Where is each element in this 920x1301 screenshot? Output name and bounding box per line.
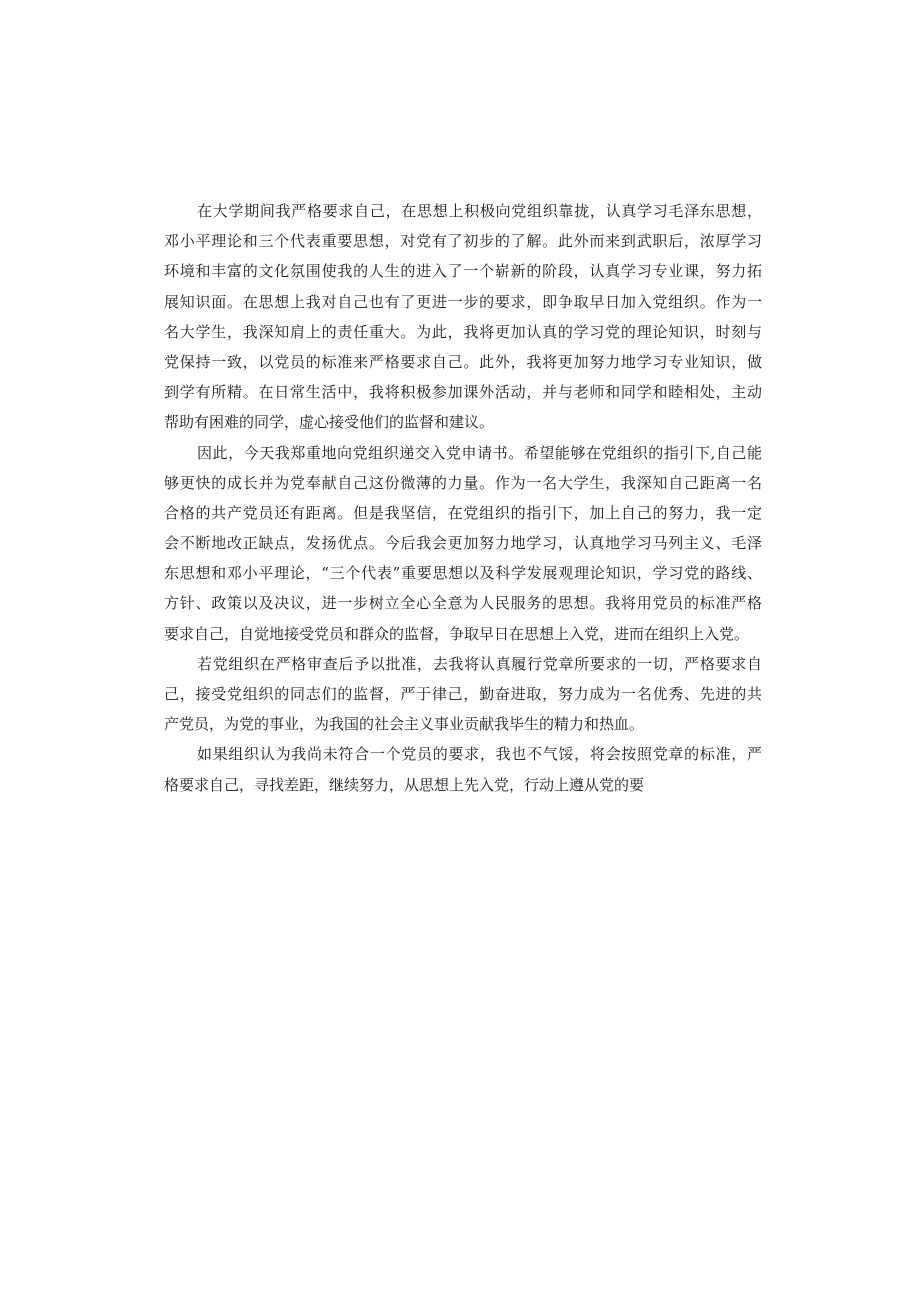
text-line: 己，接受党组织的同志们的监督，严于律己，勤奋进取，努力成为一名优秀、先进的共 <box>164 685 762 703</box>
text-line: 名大学生，我深知肩上的责任重大。为此，我将更加认真的学习党的理论知识，时刻与 <box>164 322 762 341</box>
text-line: 在大学期间我严格要求自己，在思想上积极向党组织靠拢，认真学习毛泽东思想， <box>197 202 762 220</box>
text-line: 因此，今天我郑重地向党组织递交入党申请书。希望能够在党组织的指引下,自己能 <box>197 443 762 462</box>
text-line: 方针、政策以及决议，进一步树立全心全意为人民服务的思想。我将用党员的标准严格 <box>164 594 762 613</box>
text-line: 展知识面。在思想上我对自己也有了更进一步的要求，即争取早日加入党组织。作为一 <box>164 292 762 311</box>
paragraph-3 <box>164 649 762 740</box>
text-line: 若党组织在严格审查后予以批准，去我将认真履行党章所要求的一切，严格要求自 <box>197 654 762 673</box>
text-line: 帮助有困难的同学，虚心接受他们的监督和建议。 <box>164 413 495 432</box>
text-line: 环境和丰富的文化氛围使我的人生的进入了一个崭新的阶段，认真学习专业课，努力拓 <box>164 262 762 281</box>
text-line: 要求自己，自觉地接受党员和群众的监督，争取早日在思想上入党，进而在组织上入党。 <box>164 624 750 643</box>
text-line: 产党员，为党的事业，为我国的社会主义事业贡献我毕生的精力和热血。 <box>164 715 645 734</box>
text-line: 邓小平理论和三个代表重要思想，对党有了初步的了解。此外而来到武职后，浓厚学习 <box>164 232 762 251</box>
text-line: 东思想和邓小平理论，“三个代表”重要思想以及科学发展观理论知识，学习党的路线、 <box>164 564 762 583</box>
paragraph-2 <box>164 438 762 649</box>
text-line: 如果组织认为我尚未符合一个党员的要求，我也不气馁，将会按照党章的标准，严 <box>197 745 762 764</box>
text-line: 合格的共产党员还有距离。但是我坚信，在党组织的指引下，加上自己的努力，我一定 <box>164 503 762 522</box>
text-line: 格要求自己，寻找差距，继续努力，从思想上先入党，行动上遵从党的要 <box>164 775 645 794</box>
paragraph-1 <box>164 196 762 438</box>
text-line: 到学有所精。在日常生活中，我将积极参加课外活动，并与老师和同学和睦相处，主动 <box>164 383 762 402</box>
paragraph-4 <box>164 739 762 799</box>
text-line: 会不断地改正缺点，发扬优点。今后我会更加努力地学习，认真地学习马列主义、毛泽 <box>164 534 762 553</box>
text-line: 够更快的成长并为党奉献自己这份微薄的力量。作为一名大学生，我深知自己距离一名 <box>164 473 762 492</box>
text-line: 党保持一致，以党员的标准来严格要求自己。此外，我将更加努力地学习专业知识，做 <box>164 352 762 371</box>
document-body <box>164 196 762 800</box>
